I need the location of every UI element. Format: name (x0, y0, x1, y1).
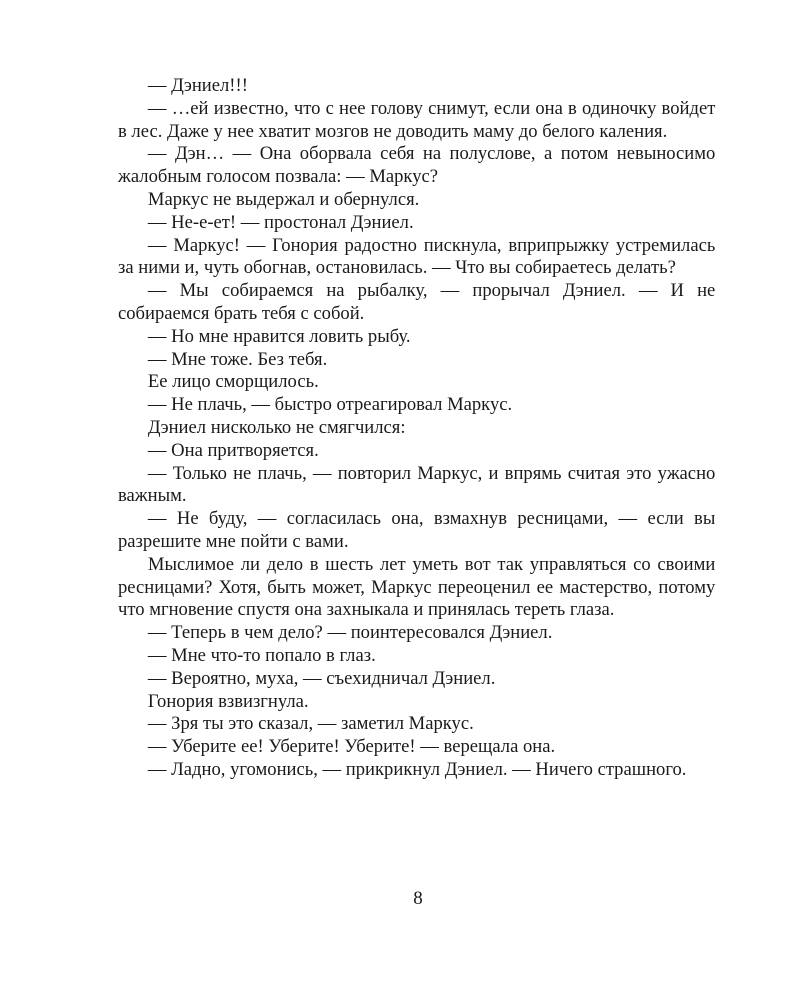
page-body-text (118, 75, 715, 782)
paragraph: Дэниел нисколько не смягчился: (147, 416, 406, 438)
page-number: 8 (413, 888, 423, 909)
paragraph: — Не буду, — согласилась она, взмахнув ресницами, — если вы разрешите мне пойти с вами. (118, 508, 716, 552)
paragraph: — …ей известно, что с нее голову снимут, если она в одиночку войдет в лес. Даже у нее хватит мозгов не доводить маму до белого каления. (118, 97, 716, 142)
paragraph: — Ладно, угомонись, — прикрикнул Дэниел. — Ничего страшного. (147, 758, 687, 780)
paragraph: — Теперь в чем дело? — поинтересовался Дэниел. (147, 622, 553, 644)
paragraph: — Уберите ее! Уберите! Уберите! — верещала она. (147, 736, 556, 758)
paragraph: — Дэн… — Она оборвала себя на полуслове, а потом невыносимо жалобным голосом позвала: — Маркус? (118, 143, 716, 188)
paragraph: — Вероятно, муха, — съехидничал Дэниел. (147, 667, 496, 689)
paragraph: Ее лицо сморщилось. (147, 371, 319, 393)
paragraph: — Дэниел!!! (147, 75, 248, 96)
paragraph: — Маркус! — Гонория радостно пискнула, вприпрыжку устремилась за ними и, чуть обогнав, остановилась. — Что вы собираетесь делать? (118, 234, 716, 279)
paragraph: — Но мне нравится ловить рыбу. (147, 325, 411, 347)
paragraph: — Не плачь, — быстро отреагировал Маркус. (147, 394, 513, 416)
paragraph: — Мне что-то попало в глаз. (147, 644, 376, 666)
paragraph: — Не-е-ет! — простонал Дэниел. (147, 211, 414, 233)
paragraph: Мыслимое ли дело в шесть лет уметь вот так управляться со своими ресницами? Хотя, быть может, Маркус переоценил ее мастерство, потому что мгновение спустя она захныкала и принялась тереть глаза. (118, 553, 716, 621)
paragraph: Гонория взвизгнула. (147, 690, 309, 712)
paragraph: — Зря ты это сказал, — заметил Маркус. (147, 713, 474, 735)
paragraph: Маркус не выдержал и обернулся. (147, 188, 420, 210)
paragraph: — Она притворяется. (147, 439, 319, 461)
paragraph: — Мне тоже. Без тебя. (147, 348, 328, 370)
paragraph: — Только не плачь, — повторил Маркус, и впрямь считая это ужасно важным. (118, 462, 716, 507)
paragraph: — Мы собираемся на рыбалку, — прорычал Дэниел. — И не собираемся брать тебя с собой. (118, 280, 716, 324)
